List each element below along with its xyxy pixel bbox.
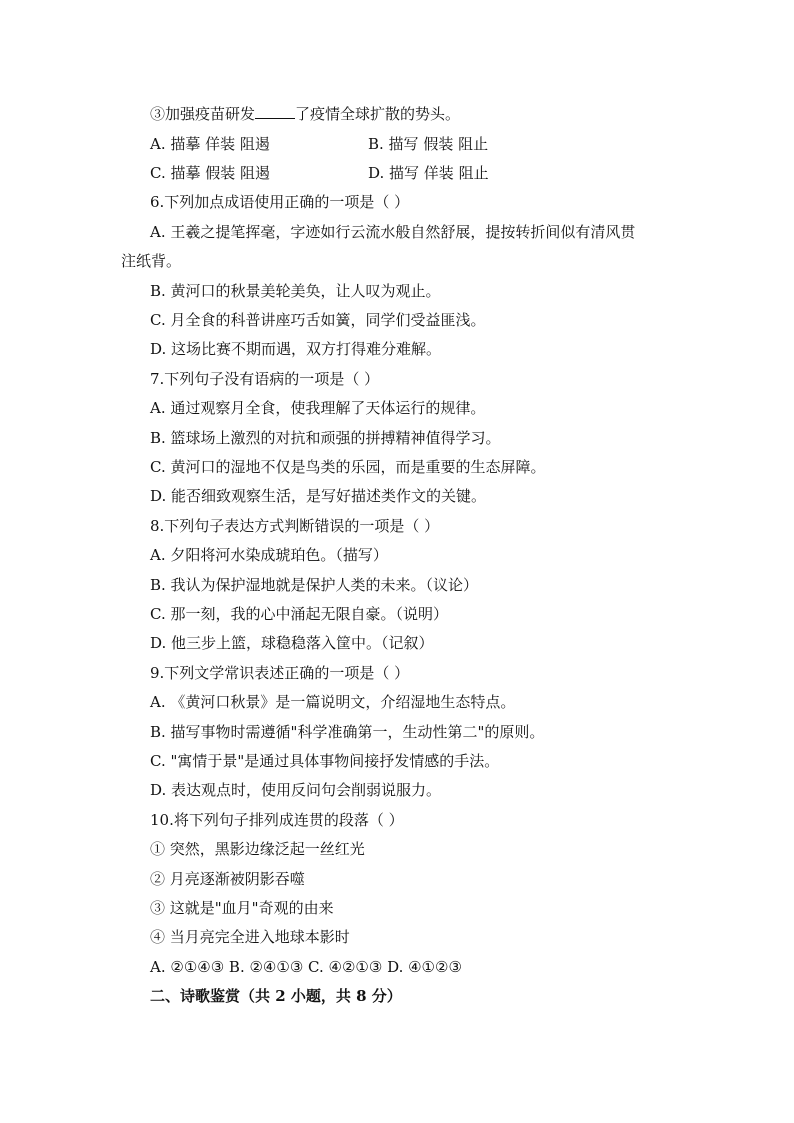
q8-option-b: B. 我认为保护湿地就是保护人类的未来。（议论）: [150, 576, 479, 594]
q9-option-c: C. "寓情于景"是通过具体事物间接抒发情感的手法。: [150, 752, 500, 770]
q10-options: A. ②①④③ B. ②④①③ C. ④②①③ D. ④①②③: [150, 958, 462, 976]
q5-option-c: C. 描摹 假装 阻遏: [150, 164, 271, 182]
q6-option-c: C. 月全食的科普讲座巧舌如簧，同学们受益匪浅。: [150, 311, 486, 329]
q10-sentence-4: ④ 当月亮完全进入地球本影时: [150, 928, 350, 946]
section-2-title: 二、诗歌鉴赏（共 2 小题，共 8 分）: [150, 987, 402, 1005]
q5-option-b: B. 描写 假装 阻止: [368, 135, 489, 153]
q7-option-b: B. 篮球场上激烈的对抗和顽强的拼搏精神值得学习。: [150, 429, 501, 447]
q9-option-a: A. 《黄河口秋景》是一篇说明文，介绍湿地生态特点。: [150, 693, 516, 711]
q8-option-a: A. 夕阳将河水染成琥珀色。（描写）: [150, 546, 388, 564]
q5-option-d: D. 描写 佯装 阻止: [368, 164, 489, 182]
fill-blank: [255, 104, 295, 119]
q10-sentence-2: ② 月亮逐渐被阴影吞噬: [150, 870, 305, 888]
q6-option-b: B. 黄河口的秋景美轮美奂，让人叹为观止。: [150, 282, 441, 300]
q5-item3: [150, 104, 460, 124]
q9-option-b: B. 描写事物时需遵循"科学准确第一，生动性第二"的原则。: [150, 723, 545, 741]
q8-option-d: D. 他三步上篮，球稳稳落入筐中。（记叙）: [150, 634, 434, 652]
q6-option-d: D. 这场比赛不期而遇，双方打得难分难解。: [150, 340, 442, 358]
q8-stem: 8.下列句子表达方式判断错误的一项是（ ）: [150, 517, 440, 535]
q10-sentence-1: ① 突然，黑影边缘泛起一丝红光: [150, 840, 365, 858]
q6-option-a-line1: A. 王羲之提笔挥毫，字迹如行云流水般自然舒展，提按转折间似有清风贯: [150, 223, 636, 241]
q9-stem: 9.下列文学常识表述正确的一项是（ ）: [150, 664, 410, 682]
q5-item3-before: ③加强疫苗研发: [150, 105, 256, 123]
q7-stem: 7.下列句子没有语病的一项是（ ）: [150, 370, 380, 388]
q8-option-c: C. 那一刻，我的心中涌起无限自豪。（说明）: [150, 605, 448, 623]
q7-option-d: D. 能否细致观察生活，是写好描述类作文的关键。: [150, 487, 487, 505]
q7-option-c: C. 黄河口的湿地不仅是鸟类的乐园，而是重要的生态屏障。: [150, 458, 546, 476]
q5-item3-after: 了疫情全球扩散的势头。: [295, 105, 461, 123]
q6-option-a-line2: 注纸背。: [121, 252, 182, 270]
q9-option-d: D. 表达观点时，使用反问句会削弱说服力。: [150, 781, 442, 799]
q10-stem: 10.将下列句子排列成连贯的段落（ ）: [150, 811, 404, 829]
q5-option-a: A. 描摹 佯装 阻遏: [150, 135, 270, 153]
q7-option-a: A. 通过观察月全食，使我理解了天体运行的规律。: [150, 399, 486, 417]
q6-stem: 6.下列加点成语使用正确的一项是（ ）: [150, 193, 410, 211]
q10-sentence-3: ③ 这就是"血月"奇观的由来: [150, 899, 334, 917]
